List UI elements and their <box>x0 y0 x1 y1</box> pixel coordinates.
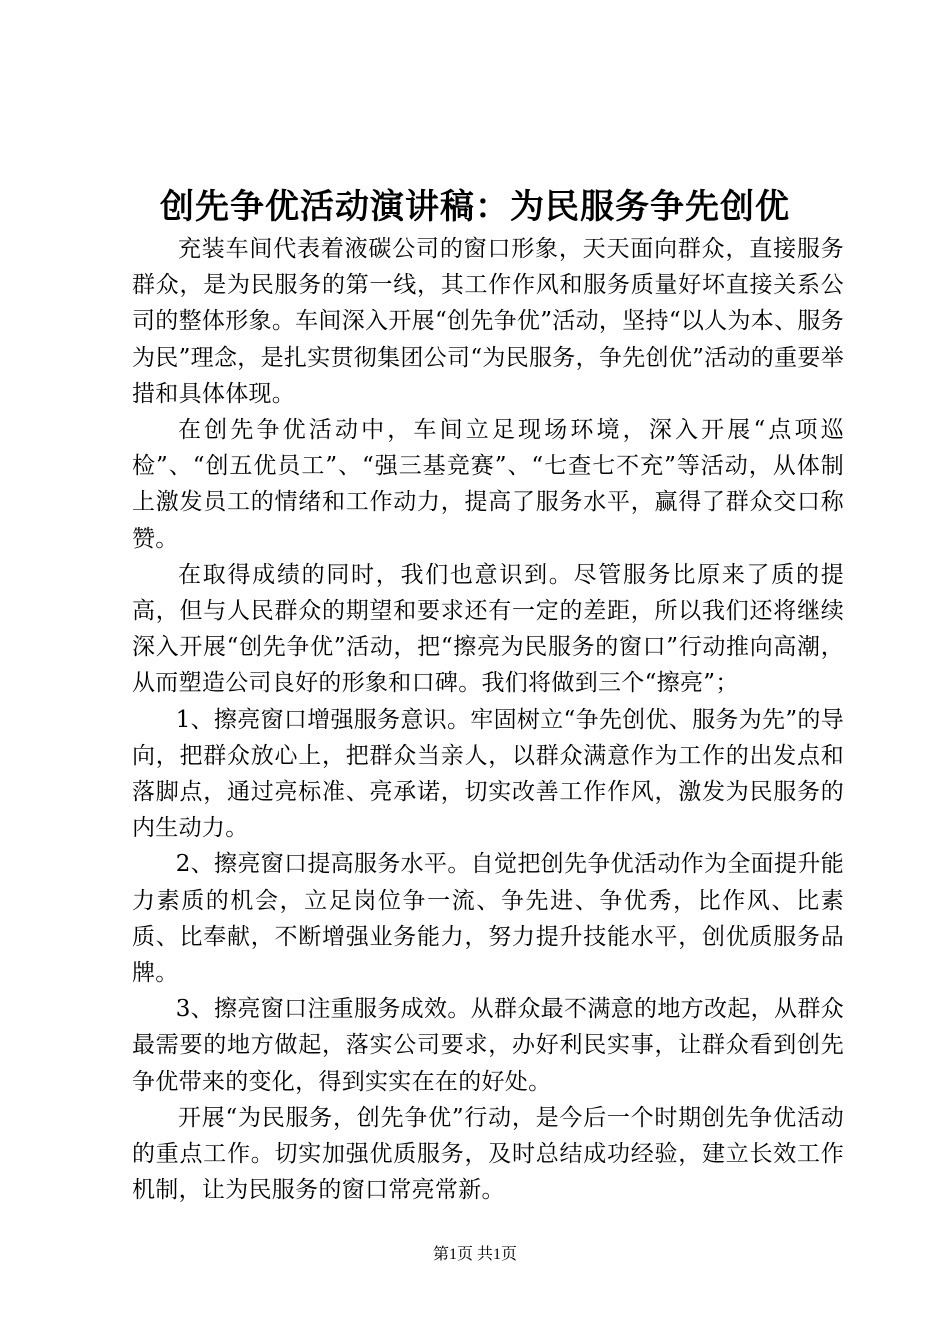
list-item-2: 2、擦亮窗口提高服务水平。自觉把创先争优活动作为全面提升能力素质的机会，立足岗位争一流、争先进、争优秀，比作风、比素质、比奉献，不断增强业务能力，努力提升技能水平，创优质服务品牌。 <box>132 851 844 987</box>
list-item-1: 1、擦亮窗口增强服务意识。牢固树立“争先创优、服务为先”的导向，把群众放心上，把群众当亲人，以群众满意作为工作的出发点和落脚点，通过亮标准、亮承诺，切实改善工作作风，激发为民服务的内生动力。 <box>132 706 844 842</box>
paragraph-gap: 在取得成绩的同时，我们也意识到。尽管服务比原来了质的提高，但与人民群众的期望和要求还有一定的差距，所以我们还将继续深入开展“创先争优”活动，把“擦亮为民服务的窗口”行动推向高潮，从而塑造公司良好的形象和口碑。我们将做到三个“擦亮”； <box>132 561 844 697</box>
page-footer: 第1页 共1页 <box>432 1246 517 1263</box>
paragraph-intro: 充装车间代表着液碳公司的窗口形象，天天面向群众，直接服务群众，是为民服务的第一线，其工作作风和服务质量好坏直接关系公司的整体形象。车间深入开展“创先争优”活动，坚持“以人为本、服务为民”理念，是扎实贯彻集团公司“为民服务，争先创优”活动的重要举措和具体体现。 <box>132 236 844 407</box>
paragraph-conclusion: 开展“为民服务，创先争优”行动，是今后一个时期创先争优活动的重点工作。切实加强优质服务，及时总结成功经验，建立长效工作机制，让为民服务的窗口常亮常新。 <box>132 1104 844 1204</box>
document-title: 创先争优活动演讲稿：为民服务争先创优 <box>160 187 790 227</box>
paragraph-activities: 在创先争优活动中，车间立足现场环境，深入开展“点项巡检”、“创五优员工”、“强三基竞赛”、“七查七不充”等活动，从体制上激发员工的情绪和工作动力，提高了服务水平，赢得了群众交口称赞。 <box>132 417 844 552</box>
list-item-3: 3、擦亮窗口注重服务成效。从群众最不满意的地方改起，从群众最需要的地方做起，落实公司要求，办好利民实事，让群众看到创先争优带来的变化，得到实实在在的好处。 <box>132 996 844 1095</box>
document-body <box>132 231 844 1208</box>
